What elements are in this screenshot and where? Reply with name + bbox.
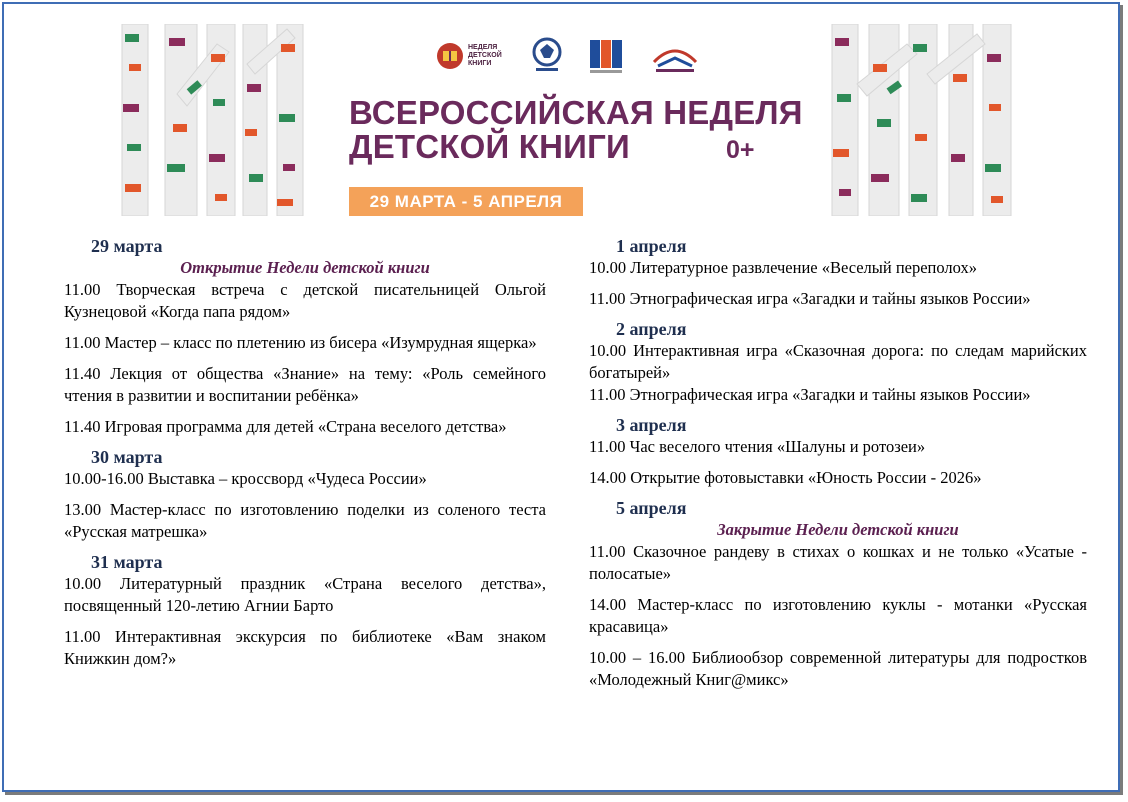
ministry-emblem [530, 36, 564, 76]
banner-title-line2: ДЕТСКОЙ КНИГИ [349, 128, 630, 165]
event-item: 14.00 Открытие фотовыставки «Юность России - 2026» [589, 468, 982, 487]
week-logo [435, 41, 508, 71]
opening-subtitle: Открытие Недели детской книги [180, 258, 430, 277]
day-heading: 5 апреля [616, 498, 687, 518]
closing-subtitle: Закрытие Недели детской книги [717, 520, 959, 539]
event-item: 11.00 Творческая встреча с детской писательницей Ольгой Кузнецовой «Когда папа рядом» [64, 280, 546, 321]
schedule-right-column [589, 236, 1087, 700]
library-logo [648, 36, 702, 76]
event-item: 13.00 Мастер-класс по изготовлению поделки из соленого теста «Русская матрешка» [64, 500, 546, 541]
week-logo-text: НЕДЕЛЯ ДЕТСКОЙ КНИГИ [468, 44, 502, 67]
day-heading: 1 апреля [616, 236, 687, 256]
banner-title-line1: ВСЕРОССИЙСКАЯ НЕДЕЛЯ [349, 94, 803, 131]
day-heading: 2 апреля [616, 319, 687, 339]
day-heading: 3 апреля [616, 415, 687, 435]
event-item: 11.00 Интерактивная экскурсия по библиотеке «Вам знаком Книжкин дом?» [64, 627, 546, 668]
event-item: 11.00 Час веселого чтения «Шалуны и ротозеи» [589, 437, 926, 456]
event-item: 11.00 Сказочное рандеву в стихах о кошках и не только «Усатые - полосатые» [589, 542, 1087, 583]
book-week-icon [435, 41, 465, 71]
age-rating: 0+ [726, 136, 755, 164]
event-banner [117, 24, 1019, 216]
banner-dates: 29 МАРТА - 5 АПРЕЛЯ [349, 187, 583, 216]
event-item: 11.00 Мастер – класс по плетению из бисера «Изумрудная ящерка» [64, 333, 537, 352]
rbb-logo [586, 36, 626, 76]
day-heading: 30 марта [91, 447, 163, 467]
library-icon [648, 36, 702, 76]
event-item: 11.40 Лекция от общества «Знание» на тему: «Роль семейного чтения в развитии и воспитании ребёнка» [64, 364, 546, 405]
event-item: 10.00 Литературное развлечение «Веселый переполох» [589, 258, 977, 277]
event-item: 10.00 – 16.00 Библиообзор современной литературы для подростков «Молодежный Книг@микс» [589, 648, 1087, 689]
event-item: 14.00 Мастер-класс по изготовлению куклы - мотанки «Русская красавица» [589, 595, 1087, 636]
event-item: 11.00 Этнографическая игра «Загадки и тайны языков России» [589, 289, 1031, 308]
partner-logos [435, 28, 702, 84]
event-item: 11.40 Игровая программа для детей «Страна веселого детства» [64, 417, 507, 436]
day-heading: 29 марта [91, 236, 163, 256]
event-item: 11.00 Этнографическая игра «Загадки и тайны языков России» [589, 385, 1031, 404]
event-item: 10.00 Литературный праздник «Страна веселого детства», посвященный 120-летию Агнии Барто [64, 574, 546, 615]
day-heading: 31 марта [91, 552, 163, 572]
schedule-left-column [64, 236, 546, 679]
event-item: 10.00-16.00 Выставка – кроссворд «Чудеса России» [64, 469, 427, 488]
rbb-icon [586, 36, 626, 76]
eagle-emblem-icon [530, 36, 564, 76]
poster-page [2, 2, 1120, 792]
event-item: 10.00 Интерактивная игра «Сказочная дорога: по следам марийских богатырей» [589, 341, 1087, 382]
